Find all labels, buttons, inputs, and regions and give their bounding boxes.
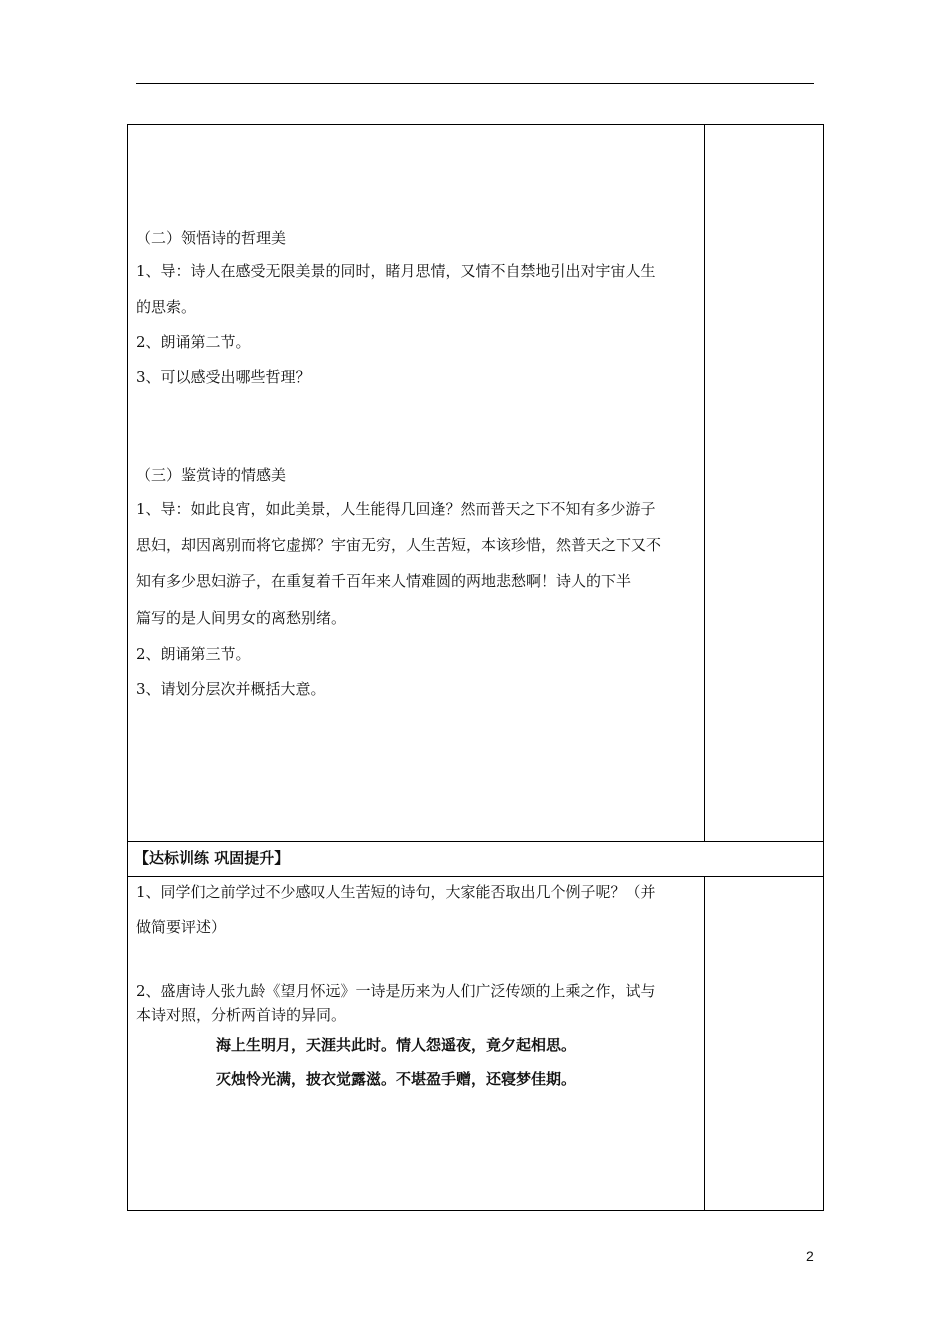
part3-item1-line1: 1、导：如此良宵，如此美景，人生能得几回逢？然而普天之下不知有多少游子 xyxy=(136,500,656,518)
part3-item3: 3、请划分层次并概括大意。 xyxy=(136,680,326,698)
exercise-q2-line2: 本诗对照，分析两首诗的异同。 xyxy=(136,1006,347,1024)
exercise-q1-line2: 做简要评述） xyxy=(136,918,227,936)
part2-item3: 3、可以感受出哪些哲理？ xyxy=(136,368,311,386)
part3-item2: 2、朗诵第三节。 xyxy=(136,645,251,663)
part2-item2: 2、朗诵第二节。 xyxy=(136,333,251,351)
page-number: 2 xyxy=(806,1248,814,1264)
exercise-q2-line1: 2、盛唐诗人张九龄《望月怀远》一诗是历来为人们广泛传颂的上乘之作，试与 xyxy=(136,982,656,1000)
part3-item1-line2: 思妇，却因离别而将它虚掷？宇宙无穷，人生苦短，本该珍惜，然普天之下又不 xyxy=(136,536,662,554)
poem-line-2: 灭烛怜光满，披衣觉露滋。不堪盈手赠，还寝梦佳期。 xyxy=(216,1070,577,1088)
part3-item1-line3: 知有多少思妇游子，在重复着千百年来人情难圆的两地悲愁啊！诗人的下半 xyxy=(136,572,632,590)
exercise-q1-line1: 1、同学们之前学过不少感叹人生苦短的诗句，大家能否取出几个例子呢？（并 xyxy=(136,883,656,901)
header-rule xyxy=(136,83,814,84)
part2-item1-line2: 的思索。 xyxy=(136,298,197,316)
part3-heading: （三）鉴赏诗的情感美 xyxy=(136,466,287,484)
column-divider-top xyxy=(704,124,705,841)
part3-item1-line4: 篇写的是人间男女的离愁别绪。 xyxy=(136,609,347,627)
part2-heading: （二）领悟诗的哲理美 xyxy=(136,229,287,247)
part2-item1-line1: 1、导：诗人在感受无限美景的同时，睹月思情，又情不自禁地引出对宇宙人生 xyxy=(136,262,656,280)
column-divider-bottom xyxy=(704,877,705,1211)
poem-line-1: 海上生明月，天涯共此时。情人怨遥夜，竟夕起相思。 xyxy=(216,1036,577,1054)
section-title: 【达标训练 巩固提升】 xyxy=(134,849,290,867)
